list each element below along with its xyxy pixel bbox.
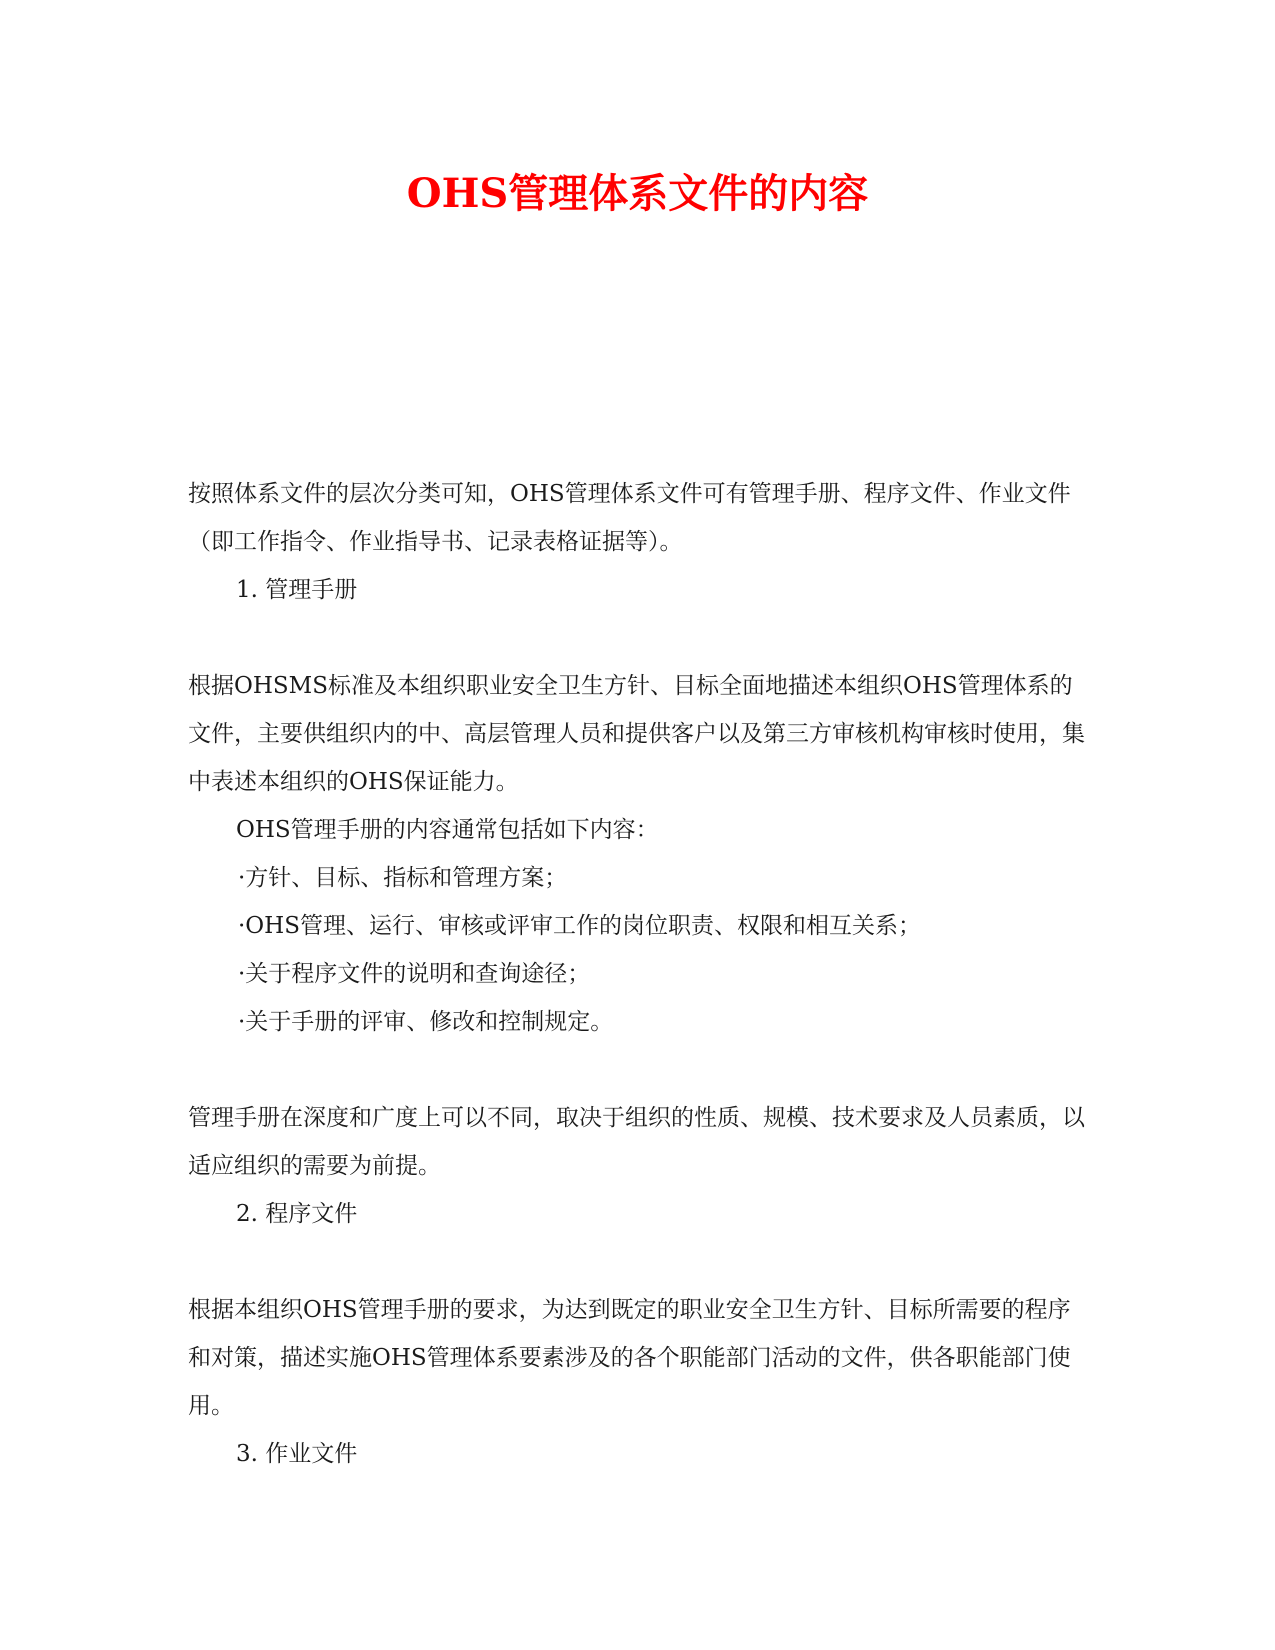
section-heading-2: 2. 程序文件 [236, 1201, 358, 1227]
procedure-description-paragraph: 根据本组织OHS管理手册的要求，为达到既定的职业安全卫生方针、目标所需要的程序和对策，描述实施OHS管理体系要素涉及的各个职能部门活动的文件，供各职能部门使用。 [188, 1297, 1071, 1419]
section-heading-1: 1. 管理手册 [236, 577, 358, 603]
list-item: ·关于程序文件的说明和查询途径； [238, 961, 591, 987]
section-heading-3: 3. 作业文件 [236, 1441, 358, 1467]
intro-paragraph: 按照体系文件的层次分类可知，OHS管理体系文件可有管理手册、程序文件、作业文件（即工作指令、作业指导书、记录表格证据等）。 [188, 481, 1071, 555]
document-body [188, 470, 1088, 1478]
manual-scope-paragraph: 管理手册在深度和广度上可以不同，取决于组织的性质、规模、技术要求及人员素质，以适应组织的需要为前提。 [188, 1105, 1085, 1179]
manual-description-paragraph: 根据OHSMS标准及本组织职业安全卫生方针、目标全面地描述本组织OHS管理体系的文件，主要供组织内的中、高层管理人员和提供客户以及第三方审核机构审核时使用，集中表述本组织的OHS保证能力。 [188, 673, 1085, 795]
document-title: OHS管理体系文件的内容 [406, 170, 869, 217]
manual-contents-lead: OHS管理手册的内容通常包括如下内容： [236, 817, 659, 843]
list-item: ·OHS管理、运行、审核或评审工作的岗位职责、权限和相互关系； [238, 913, 921, 939]
list-item: ·关于手册的评审、修改和控制规定。 [238, 1009, 614, 1035]
list-item: ·方针、目标、指标和管理方案； [238, 865, 568, 891]
